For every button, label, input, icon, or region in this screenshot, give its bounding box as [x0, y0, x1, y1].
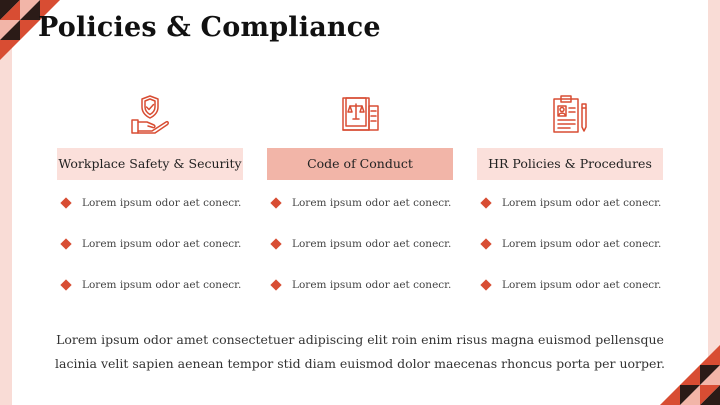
policy-column-hr	[477, 92, 663, 319]
left-side-strip	[0, 0, 12, 405]
diamond-bullet-icon	[480, 238, 491, 249]
bullet-text: Lorem ipsum odor aet conecr.	[502, 238, 662, 250]
column-header-safety: Workplace Safety & Security	[57, 148, 243, 180]
bullet-text: Lorem ipsum odor aet conecr.	[502, 197, 662, 209]
footer-paragraph: Lorem ipsum odor amet consectetuer adipiscing elit roin enim risus magna euismod pellensque lacinia velit sapien aenean tempor stid diam euismod dolor maecenas rhoncus porta per uorper.	[55, 332, 665, 371]
bullet-list	[267, 196, 453, 319]
bullet-text: Lorem ipsum odor aet conecr.	[292, 197, 452, 209]
policy-column-safety	[57, 92, 243, 319]
bullet-list	[57, 196, 243, 319]
column-header-hr: HR Policies & Procedures	[477, 148, 663, 180]
diamond-bullet-icon	[60, 279, 71, 290]
list-item	[477, 196, 663, 237]
list-item	[267, 278, 453, 319]
diamond-bullet-icon	[60, 197, 71, 208]
law-book-icon	[338, 92, 382, 136]
list-item	[57, 196, 243, 237]
diamond-bullet-icon	[480, 279, 491, 290]
policy-column-conduct	[267, 92, 453, 319]
column-header-conduct: Code of Conduct	[267, 148, 453, 180]
bullet-list	[477, 196, 663, 319]
hand-shield-icon	[128, 92, 172, 136]
list-item	[57, 278, 243, 319]
list-item	[57, 237, 243, 278]
diamond-bullet-icon	[480, 197, 491, 208]
diamond-bullet-icon	[270, 238, 281, 249]
bullet-text: Lorem ipsum odor aet conecr.	[292, 238, 452, 250]
page-title: Policies & Compliance	[38, 12, 381, 43]
list-item	[477, 278, 663, 319]
bullet-text: Lorem ipsum odor aet conecr.	[82, 197, 242, 209]
diamond-bullet-icon	[270, 197, 281, 208]
list-item	[267, 196, 453, 237]
diamond-bullet-icon	[60, 238, 71, 249]
bullet-text: Lorem ipsum odor aet conecr.	[502, 279, 662, 291]
clipboard-pencil-icon	[548, 92, 592, 136]
diamond-bullet-icon	[270, 279, 281, 290]
bullet-text: Lorem ipsum odor aet conecr.	[292, 279, 452, 291]
list-item	[477, 237, 663, 278]
bullet-text: Lorem ipsum odor aet conecr.	[82, 279, 242, 291]
list-item	[267, 237, 453, 278]
bullet-text: Lorem ipsum odor aet conecr.	[82, 238, 242, 250]
